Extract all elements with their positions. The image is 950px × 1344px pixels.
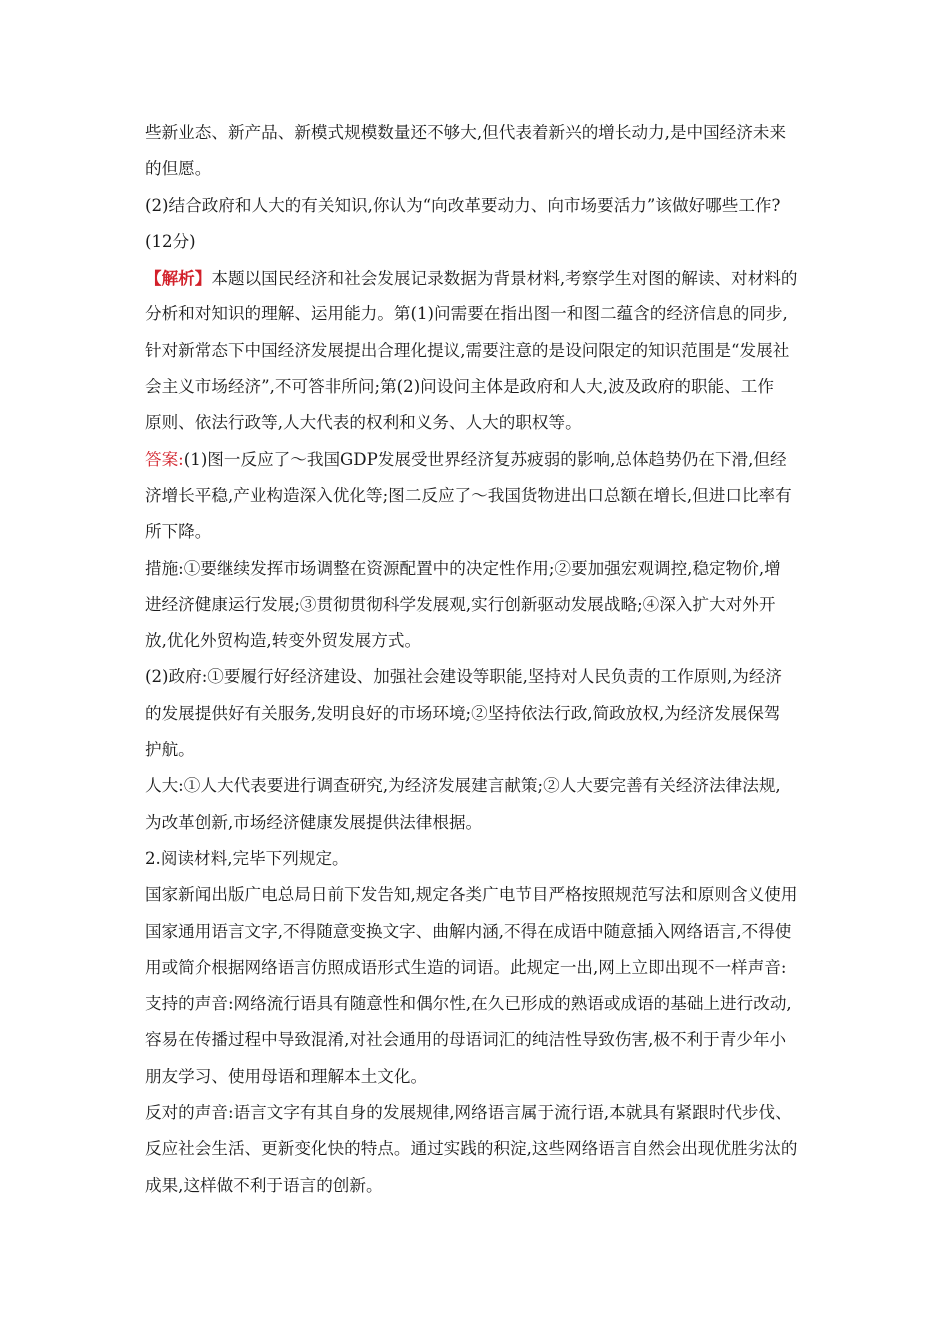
text-line: 些新业态、新产品、新模式规模数量还不够大,但代表着新兴的增长动力,是中国经济未来 [145,123,787,142]
text-line: 原则、依法行政等,人大代表的权利和义务、人大的职权等。 [145,413,582,433]
text-line: 会主义市场经济”,不可答非所问;第(2)问设问主体是政府和人大,波及政府的职能、工作 [145,377,774,397]
text-line: 为改革创新,市场经济健康发展提供法律根据。 [145,812,483,832]
text-line: 针对新常态下中国经济发展提出合理化提议,需要注意的是设问限定的知识范围是“发展社 [145,340,790,360]
text-line: 用或简介根据网络语言仿照成语形式生造的词语。此规定一出,网上立即出现不一样声音: [145,957,787,977]
text-line: 所下降。 [145,522,212,542]
document-body [145,115,810,1204]
text-line: 反对的声音:语言文字有其自身的发展规律,网络语言属于流行语,本就具有紧跟时代步伐、 [145,1103,792,1123]
text-line: 的发展提供好有关服务,发明良好的市场环境;②坚持依法行政,简政放权,为经济发展保驾 [145,703,781,723]
text-line: 人大:①人大代表要进行调查研究,为经济发展建言献策;②人大要完善有关经济法律法规, [145,776,781,796]
text-line: 的但愿。 [145,159,212,179]
text-line: (2)政府:①要履行好经济建设、加强社会建设等职能,坚持对人民负责的工作原则,为经济 [145,667,783,687]
text-line: 措施:①要继续发挥市场调整在资源配置中的决定性作用;②要加强宏观调控,稳定物价,增 [145,558,781,578]
text-line: 济增长平稳,产业构造深入优化等;图二反应了～我国货物进出口总额在增长,但进口比率有 [145,485,792,505]
question-line: (2)结合政府和人大的有关知识,你认为“向改革要动力、向市场要活力”该做好哪些工作? [145,195,781,215]
analysis-text: 本题以国民经济和社会发展记录数据为背景材料,考察学生对图的解读、对材料的 [211,269,798,289]
analysis-line [145,260,810,296]
question-heading: 2.阅读材料,完毕下列规定。 [145,848,349,868]
text-line: 分析和对知识的理解、运用能力。第(1)问需要在指出图一和图二蕴含的经济信息的同步, [145,304,788,324]
text-line: 进经济健康运行发展;③贯彻贯彻科学发展观,实行创新驱动发展战略;④深入扩大对外开 [145,594,776,614]
text-line: 放,优化外贸构造,转变外贸发展方式。 [145,631,422,651]
text-line: 反应社会生活、更新变化快的特点。通过实践的积淀,这些网络语言自然会出现优胜劣汰的 [145,1139,798,1159]
answer-text: (1)图一反应了～我国GDP发展受世界经济复苏疲弱的影响,总体趋势仍在下滑,但经 [183,449,787,469]
answer-tag: 答案: [145,449,184,469]
text-line: 护航。 [145,740,195,760]
text-line: 国家新闻出版广电总局日前下发告知,规定各类广电节目严格按照规范写法和原则含义使用 [145,885,798,905]
text-line: 国家通用语言文字,不得随意变换文字、曲解内涵,不得在成语中随意插入网络语言,不得使 [145,921,792,941]
answer-line [145,442,810,478]
text-line: 成果,这样做不利于语言的创新。 [145,1175,383,1195]
text-line: 容易在传播过程中导致混淆,对社会通用的母语词汇的纯洁性导致伤害,极不利于青少年小 [145,1030,787,1050]
question-score: (12分) [145,231,196,251]
analysis-tag: 【解析】 [145,268,212,289]
text-line: 朋友学习、使用母语和理解本土文化。 [145,1066,428,1086]
text-line: 支持的声音:网络流行语具有随意性和偶尔性,在久已形成的熟语或成语的基础上进行改动, [145,994,792,1014]
